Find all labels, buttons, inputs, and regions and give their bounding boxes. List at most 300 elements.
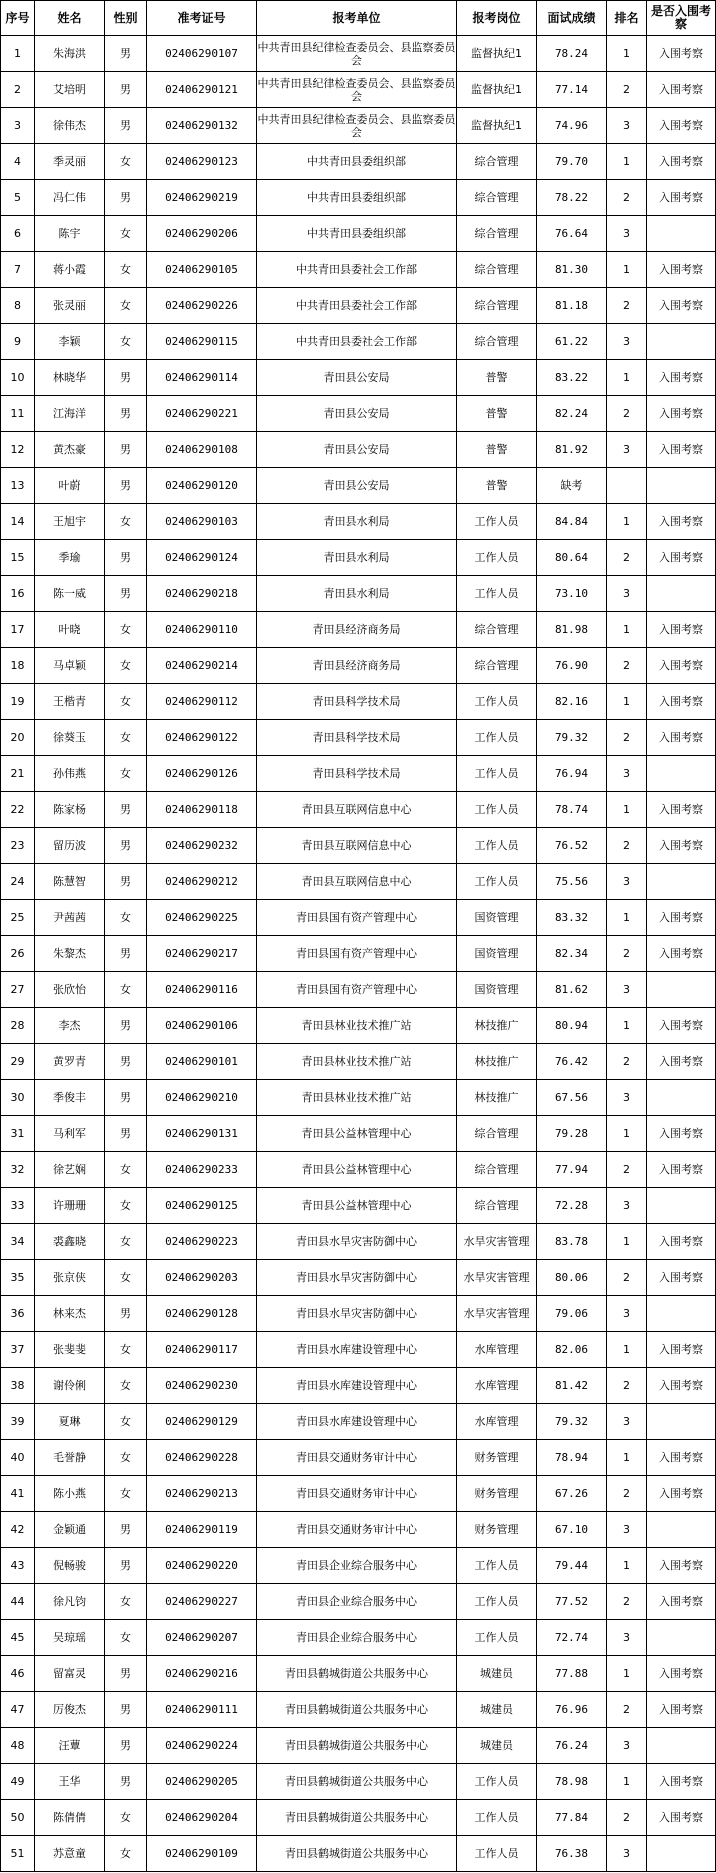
cell-sex: 女	[105, 720, 147, 756]
cell-unit: 中共青田县委社会工作部	[257, 252, 457, 288]
header-name: 姓名	[35, 1, 105, 36]
cell-post: 普警	[457, 468, 537, 504]
cell-sex: 男	[105, 864, 147, 900]
cell-sex: 女	[105, 612, 147, 648]
cell-name: 季瑜	[35, 540, 105, 576]
cell-score: 61.22	[537, 324, 607, 360]
cell-status: 入围考察	[647, 180, 716, 216]
cell-rank: 1	[607, 504, 647, 540]
table-row	[1, 792, 716, 828]
cell-exam-id: 02406290206	[147, 216, 257, 252]
cell-post: 综合管理	[457, 324, 537, 360]
cell-unit: 青田县公安局	[257, 432, 457, 468]
table-row	[1, 504, 716, 540]
cell-post: 综合管理	[457, 1116, 537, 1152]
cell-unit: 青田县公益林管理中心	[257, 1152, 457, 1188]
cell-seq: 14	[1, 504, 35, 540]
cell-unit: 青田县公益林管理中心	[257, 1116, 457, 1152]
cell-seq: 12	[1, 432, 35, 468]
cell-name: 江海洋	[35, 396, 105, 432]
cell-status: 入围考察	[647, 684, 716, 720]
cell-exam-id: 02406290117	[147, 1332, 257, 1368]
cell-exam-id: 02406290225	[147, 900, 257, 936]
cell-name: 毛誉静	[35, 1440, 105, 1476]
cell-post: 财务管理	[457, 1512, 537, 1548]
cell-seq: 7	[1, 252, 35, 288]
cell-sex: 女	[105, 756, 147, 792]
cell-sex: 女	[105, 1836, 147, 1872]
cell-status: 入围考察	[647, 1332, 716, 1368]
cell-score: 83.22	[537, 360, 607, 396]
cell-score: 82.16	[537, 684, 607, 720]
cell-seq: 47	[1, 1692, 35, 1728]
cell-score: 80.64	[537, 540, 607, 576]
cell-name: 陈一威	[35, 576, 105, 612]
cell-name: 许珊珊	[35, 1188, 105, 1224]
cell-rank: 1	[607, 1008, 647, 1044]
table-row	[1, 756, 716, 792]
cell-sex: 女	[105, 504, 147, 540]
cell-seq: 39	[1, 1404, 35, 1440]
cell-rank: 3	[607, 432, 647, 468]
cell-sex: 男	[105, 1080, 147, 1116]
cell-score: 77.88	[537, 1656, 607, 1692]
table-row	[1, 1404, 716, 1440]
cell-post: 监督执纪1	[457, 72, 537, 108]
cell-sex: 男	[105, 180, 147, 216]
cell-sex: 女	[105, 288, 147, 324]
cell-sex: 男	[105, 1512, 147, 1548]
cell-status: 入围考察	[647, 1368, 716, 1404]
cell-score: 79.28	[537, 1116, 607, 1152]
cell-rank: 2	[607, 180, 647, 216]
cell-post: 工作人员	[457, 720, 537, 756]
cell-exam-id: 02406290210	[147, 1080, 257, 1116]
cell-unit: 青田县公安局	[257, 360, 457, 396]
cell-score: 76.24	[537, 1728, 607, 1764]
cell-score: 77.52	[537, 1584, 607, 1620]
cell-post: 综合管理	[457, 1188, 537, 1224]
cell-sex: 女	[105, 1584, 147, 1620]
table-row	[1, 1548, 716, 1584]
cell-exam-id: 02406290221	[147, 396, 257, 432]
cell-seq: 6	[1, 216, 35, 252]
cell-exam-id: 02406290129	[147, 1404, 257, 1440]
cell-post: 工作人员	[457, 540, 537, 576]
cell-seq: 51	[1, 1836, 35, 1872]
cell-status: 入围考察	[647, 720, 716, 756]
cell-score: 76.52	[537, 828, 607, 864]
cell-name: 王华	[35, 1764, 105, 1800]
cell-seq: 18	[1, 648, 35, 684]
cell-unit: 青田县科学技术局	[257, 756, 457, 792]
cell-exam-id: 02406290122	[147, 720, 257, 756]
cell-unit: 青田县交通财务审计中心	[257, 1512, 457, 1548]
cell-seq: 23	[1, 828, 35, 864]
cell-status	[647, 216, 716, 252]
header-status: 是否入围考察	[647, 1, 716, 36]
cell-score: 77.84	[537, 1800, 607, 1836]
cell-post: 综合管理	[457, 144, 537, 180]
cell-score: 83.32	[537, 900, 607, 936]
cell-seq: 35	[1, 1260, 35, 1296]
cell-sex: 男	[105, 792, 147, 828]
cell-sex: 男	[105, 1692, 147, 1728]
cell-sex: 女	[105, 684, 147, 720]
cell-unit: 青田县水旱灾害防御中心	[257, 1296, 457, 1332]
table-row	[1, 540, 716, 576]
cell-name: 王旭宇	[35, 504, 105, 540]
cell-score: 79.70	[537, 144, 607, 180]
table-row	[1, 828, 716, 864]
cell-unit: 中共青田县委社会工作部	[257, 288, 457, 324]
cell-sex: 男	[105, 1764, 147, 1800]
cell-status: 入围考察	[647, 1692, 716, 1728]
cell-score: 78.24	[537, 36, 607, 72]
cell-sex: 男	[105, 576, 147, 612]
table-row	[1, 576, 716, 612]
header-rank: 排名	[607, 1, 647, 36]
table-row	[1, 1188, 716, 1224]
cell-exam-id: 02406290103	[147, 504, 257, 540]
cell-sex: 女	[105, 1476, 147, 1512]
cell-status	[647, 1404, 716, 1440]
cell-sex: 女	[105, 900, 147, 936]
header-score: 面试成绩	[537, 1, 607, 36]
cell-exam-id: 02406290212	[147, 864, 257, 900]
cell-unit: 青田县互联网信息中心	[257, 792, 457, 828]
cell-name: 艾培明	[35, 72, 105, 108]
cell-exam-id: 02406290131	[147, 1116, 257, 1152]
cell-unit: 中共青田县纪律检查委员会、县监察委员会	[257, 108, 457, 144]
cell-score: 82.24	[537, 396, 607, 432]
table-row	[1, 1152, 716, 1188]
table-row	[1, 936, 716, 972]
cell-exam-id: 02406290119	[147, 1512, 257, 1548]
cell-seq: 45	[1, 1620, 35, 1656]
cell-score: 78.94	[537, 1440, 607, 1476]
cell-name: 张斐斐	[35, 1332, 105, 1368]
cell-sex: 男	[105, 1296, 147, 1332]
cell-seq: 25	[1, 900, 35, 936]
table-row	[1, 1224, 716, 1260]
cell-unit: 中共青田县纪律检查委员会、县监察委员会	[257, 72, 457, 108]
cell-unit: 中共青田县委组织部	[257, 144, 457, 180]
cell-rank: 3	[607, 1728, 647, 1764]
cell-status	[647, 1728, 716, 1764]
cell-score: 76.64	[537, 216, 607, 252]
cell-score: 81.18	[537, 288, 607, 324]
table-row	[1, 648, 716, 684]
cell-status	[647, 1188, 716, 1224]
cell-rank	[607, 468, 647, 504]
table-row	[1, 1116, 716, 1152]
cell-name: 林晓华	[35, 360, 105, 396]
cell-score: 81.98	[537, 612, 607, 648]
cell-rank: 3	[607, 1836, 647, 1872]
cell-rank: 3	[607, 1080, 647, 1116]
cell-exam-id: 02406290107	[147, 36, 257, 72]
cell-score: 82.34	[537, 936, 607, 972]
cell-score: 78.98	[537, 1764, 607, 1800]
cell-exam-id: 02406290214	[147, 648, 257, 684]
cell-seq: 42	[1, 1512, 35, 1548]
cell-unit: 青田县水利局	[257, 576, 457, 612]
cell-name: 马利军	[35, 1116, 105, 1152]
cell-exam-id: 02406290226	[147, 288, 257, 324]
cell-rank: 3	[607, 1512, 647, 1548]
cell-exam-id: 02406290121	[147, 72, 257, 108]
cell-rank: 3	[607, 864, 647, 900]
cell-exam-id: 02406290110	[147, 612, 257, 648]
cell-status: 入围考察	[647, 288, 716, 324]
cell-name: 叶蔚	[35, 468, 105, 504]
cell-unit: 青田县鹤城街道公共服务中心	[257, 1836, 457, 1872]
cell-rank: 1	[607, 252, 647, 288]
cell-score: 76.96	[537, 1692, 607, 1728]
cell-post: 林技推广	[457, 1008, 537, 1044]
cell-name: 冯仁伟	[35, 180, 105, 216]
cell-rank: 1	[607, 1548, 647, 1584]
cell-seq: 16	[1, 576, 35, 612]
cell-rank: 3	[607, 108, 647, 144]
cell-exam-id: 02406290232	[147, 828, 257, 864]
table-header-row	[1, 1, 716, 36]
cell-seq: 34	[1, 1224, 35, 1260]
cell-score: 76.94	[537, 756, 607, 792]
cell-post: 财务管理	[457, 1440, 537, 1476]
cell-unit: 青田县公益林管理中心	[257, 1188, 457, 1224]
table-row	[1, 1080, 716, 1116]
cell-rank: 3	[607, 324, 647, 360]
table-row	[1, 1836, 716, 1872]
cell-score: 83.78	[537, 1224, 607, 1260]
cell-name: 季俊丰	[35, 1080, 105, 1116]
table-row	[1, 1044, 716, 1080]
cell-sex: 男	[105, 396, 147, 432]
cell-score: 79.06	[537, 1296, 607, 1332]
cell-post: 综合管理	[457, 180, 537, 216]
cell-name: 季灵丽	[35, 144, 105, 180]
table-row	[1, 1584, 716, 1620]
cell-unit: 青田县经济商务局	[257, 612, 457, 648]
cell-rank: 2	[607, 828, 647, 864]
cell-exam-id: 02406290216	[147, 1656, 257, 1692]
cell-status	[647, 1080, 716, 1116]
cell-rank: 3	[607, 756, 647, 792]
table-row	[1, 1800, 716, 1836]
table-row	[1, 468, 716, 504]
table-row	[1, 1764, 716, 1800]
cell-name: 黄罗青	[35, 1044, 105, 1080]
cell-score: 73.10	[537, 576, 607, 612]
cell-name: 陈家杨	[35, 792, 105, 828]
table-row	[1, 180, 716, 216]
cell-seq: 32	[1, 1152, 35, 1188]
cell-status: 入围考察	[647, 900, 716, 936]
cell-score: 81.62	[537, 972, 607, 1008]
cell-sex: 男	[105, 1548, 147, 1584]
cell-name: 李颖	[35, 324, 105, 360]
cell-sex: 女	[105, 1224, 147, 1260]
cell-seq: 8	[1, 288, 35, 324]
cell-score: 74.96	[537, 108, 607, 144]
cell-sex: 女	[105, 1260, 147, 1296]
table-row	[1, 288, 716, 324]
cell-exam-id: 02406290213	[147, 1476, 257, 1512]
cell-seq: 27	[1, 972, 35, 1008]
cell-sex: 女	[105, 252, 147, 288]
cell-unit: 青田县互联网信息中心	[257, 864, 457, 900]
cell-score: 81.92	[537, 432, 607, 468]
cell-rank: 2	[607, 648, 647, 684]
cell-score: 84.84	[537, 504, 607, 540]
cell-post: 工作人员	[457, 1764, 537, 1800]
cell-unit: 中共青田县委组织部	[257, 180, 457, 216]
cell-unit: 青田县林业技术推广站	[257, 1008, 457, 1044]
cell-score: 72.74	[537, 1620, 607, 1656]
cell-seq: 40	[1, 1440, 35, 1476]
cell-seq: 1	[1, 36, 35, 72]
cell-status	[647, 1836, 716, 1872]
cell-name: 蒋小霞	[35, 252, 105, 288]
cell-exam-id: 02406290233	[147, 1152, 257, 1188]
cell-sex: 男	[105, 1008, 147, 1044]
cell-exam-id: 02406290125	[147, 1188, 257, 1224]
cell-rank: 3	[607, 576, 647, 612]
cell-sex: 男	[105, 1044, 147, 1080]
cell-rank: 2	[607, 936, 647, 972]
cell-name: 金颖通	[35, 1512, 105, 1548]
cell-post: 工作人员	[457, 864, 537, 900]
cell-sex: 女	[105, 972, 147, 1008]
cell-score: 缺考	[537, 468, 607, 504]
cell-status: 入围考察	[647, 432, 716, 468]
cell-seq: 31	[1, 1116, 35, 1152]
cell-unit: 青田县公安局	[257, 396, 457, 432]
cell-rank: 2	[607, 1692, 647, 1728]
cell-name: 夏琳	[35, 1404, 105, 1440]
cell-name: 张京侠	[35, 1260, 105, 1296]
cell-post: 工作人员	[457, 1620, 537, 1656]
cell-rank: 2	[607, 396, 647, 432]
cell-unit: 青田县国有资产管理中心	[257, 900, 457, 936]
cell-unit: 青田县林业技术推广站	[257, 1080, 457, 1116]
cell-sex: 女	[105, 1368, 147, 1404]
cell-status: 入围考察	[647, 828, 716, 864]
cell-name: 汪蕈	[35, 1728, 105, 1764]
cell-name: 徐葵玉	[35, 720, 105, 756]
cell-exam-id: 02406290118	[147, 792, 257, 828]
cell-post: 工作人员	[457, 1584, 537, 1620]
cell-name: 留富灵	[35, 1656, 105, 1692]
cell-post: 监督执纪1	[457, 108, 537, 144]
cell-sex: 男	[105, 1728, 147, 1764]
cell-seq: 30	[1, 1080, 35, 1116]
cell-sex: 男	[105, 72, 147, 108]
cell-rank: 2	[607, 720, 647, 756]
cell-post: 普警	[457, 432, 537, 468]
cell-score: 81.30	[537, 252, 607, 288]
cell-sex: 男	[105, 540, 147, 576]
cell-rank: 2	[607, 540, 647, 576]
cell-name: 留历波	[35, 828, 105, 864]
cell-sex: 男	[105, 936, 147, 972]
cell-name: 孙伟燕	[35, 756, 105, 792]
cell-unit: 青田县企业综合服务中心	[257, 1620, 457, 1656]
cell-rank: 2	[607, 1152, 647, 1188]
cell-sex: 男	[105, 432, 147, 468]
cell-exam-id: 02406290114	[147, 360, 257, 396]
cell-exam-id: 02406290126	[147, 756, 257, 792]
cell-seq: 15	[1, 540, 35, 576]
cell-post: 监督执纪1	[457, 36, 537, 72]
cell-exam-id: 02406290224	[147, 1728, 257, 1764]
cell-exam-id: 02406290230	[147, 1368, 257, 1404]
header-unit: 报考单位	[257, 1, 457, 36]
table-row	[1, 396, 716, 432]
cell-status	[647, 1620, 716, 1656]
table-row	[1, 1440, 716, 1476]
cell-seq: 44	[1, 1584, 35, 1620]
cell-seq: 41	[1, 1476, 35, 1512]
cell-score: 78.74	[537, 792, 607, 828]
cell-sex: 女	[105, 1440, 147, 1476]
cell-sex: 女	[105, 324, 147, 360]
cell-status: 入围考察	[647, 540, 716, 576]
table-row	[1, 432, 716, 468]
cell-status: 入围考察	[647, 36, 716, 72]
cell-status: 入围考察	[647, 648, 716, 684]
cell-seq: 36	[1, 1296, 35, 1332]
table-row	[1, 144, 716, 180]
cell-exam-id: 02406290218	[147, 576, 257, 612]
cell-rank: 2	[607, 1044, 647, 1080]
cell-rank: 1	[607, 36, 647, 72]
cell-score: 77.94	[537, 1152, 607, 1188]
cell-name: 王楷青	[35, 684, 105, 720]
cell-seq: 5	[1, 180, 35, 216]
cell-exam-id: 02406290223	[147, 1224, 257, 1260]
cell-seq: 9	[1, 324, 35, 360]
cell-exam-id: 02406290203	[147, 1260, 257, 1296]
cell-status	[647, 468, 716, 504]
cell-status: 入围考察	[647, 1548, 716, 1584]
cell-seq: 49	[1, 1764, 35, 1800]
cell-seq: 13	[1, 468, 35, 504]
cell-exam-id: 02406290219	[147, 180, 257, 216]
cell-seq: 28	[1, 1008, 35, 1044]
cell-sex: 女	[105, 216, 147, 252]
table-row	[1, 972, 716, 1008]
cell-exam-id: 02406290111	[147, 1692, 257, 1728]
cell-rank: 1	[607, 360, 647, 396]
cell-sex: 女	[105, 1188, 147, 1224]
cell-name: 徐凡钧	[35, 1584, 105, 1620]
header-seq: 序号	[1, 1, 35, 36]
table-row	[1, 1476, 716, 1512]
cell-post: 工作人员	[457, 828, 537, 864]
cell-status	[647, 1512, 716, 1548]
cell-status: 入围考察	[647, 252, 716, 288]
cell-rank: 1	[607, 1224, 647, 1260]
table-row	[1, 1296, 716, 1332]
cell-status	[647, 1296, 716, 1332]
cell-exam-id: 02406290217	[147, 936, 257, 972]
cell-post: 工作人员	[457, 1800, 537, 1836]
cell-rank: 1	[607, 792, 647, 828]
table-row	[1, 1260, 716, 1296]
